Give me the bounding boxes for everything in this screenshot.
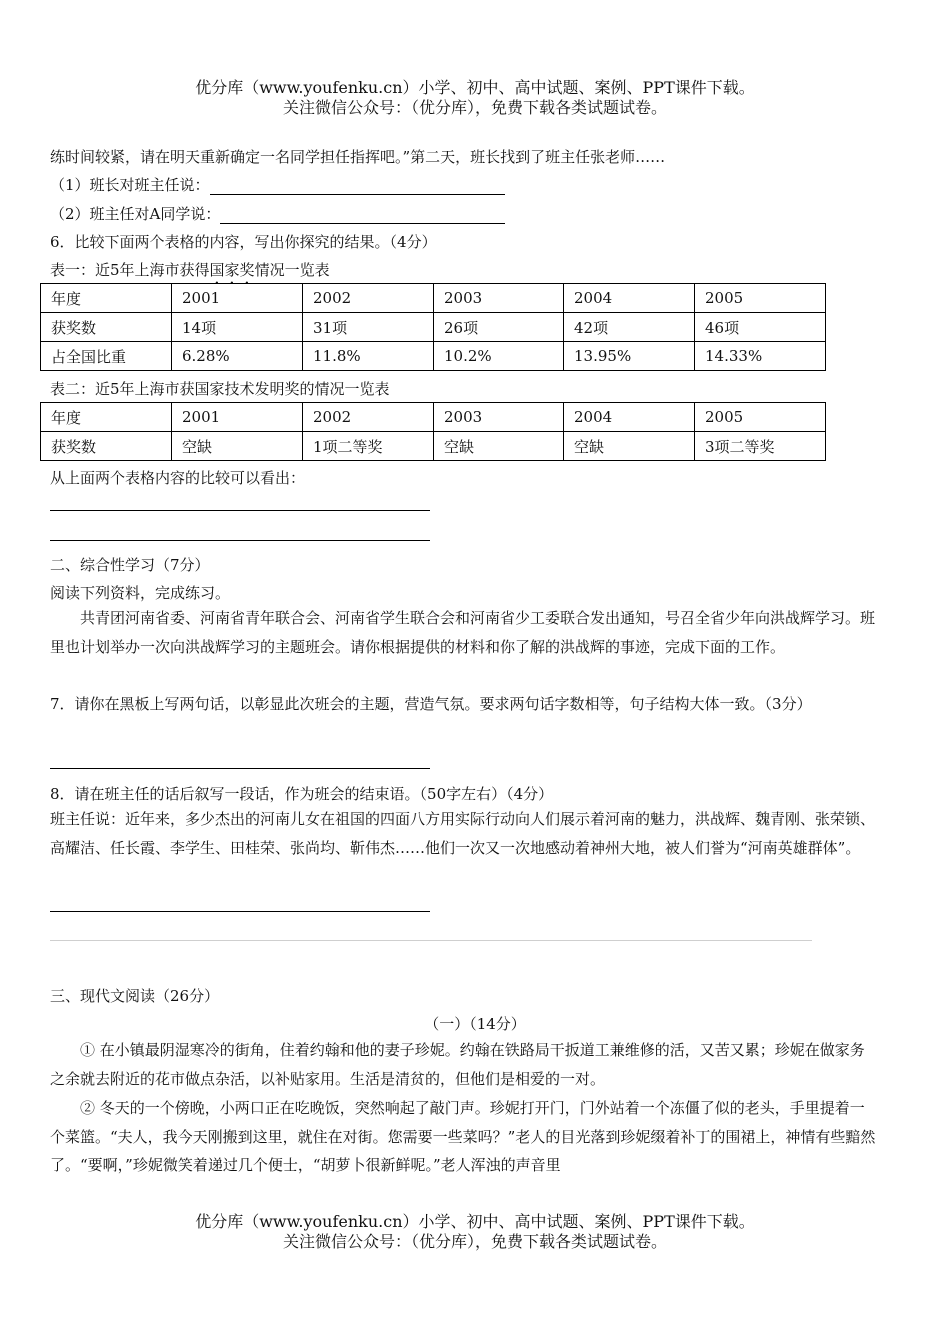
table-row — [41, 284, 826, 313]
table1-title-emphasis: 国家奖 — [209, 261, 255, 279]
table-cell: 2002 — [303, 403, 434, 432]
table-cell: 2003 — [434, 403, 564, 432]
table-cell: 空缺 — [434, 432, 564, 461]
page-footer-line-2: 关注微信公众号：（优分库），免费下载各类试题试卷。 — [282, 1232, 667, 1251]
q5-sub2-label: （2）班主任对A同学说： — [50, 205, 221, 223]
table-cell: 2002 — [303, 284, 434, 313]
reading-paragraph-2: ② 冬天的一个傍晚，小两口正在吃晚饭，突然响起了敲门声。珍妮打开门，门外站着一个冻僵了似的老头，手里提着一个菜篮。“夫人，我今天刚搬到这里，就住在对街。您需要一些菜吗？”老人的目光落到珍妮缀着补丁的围裙上，神情有些黯然了。“要啊，”珍妮微笑着递过几个便士，“胡萝卜很新鲜呢。”老人浑浊的声音里 — [50, 1099, 876, 1174]
table-cell: 获奖数 — [41, 313, 172, 342]
table-cell: 11.8% — [303, 342, 434, 371]
section2-material: 共青团河南省委、河南省青年联合会、河南省学生联合会和河南省少工委联合发出通知，号召全省少年向洪战辉学习。班里也计划举办一次向洪战辉学习的主题班会。请你根据提供的材料和你了解的洪战辉的事迹，完成下面的工作。 — [50, 609, 876, 656]
table-cell: 年度 — [41, 403, 172, 432]
section2-instruction: 阅读下列资料，完成练习。 — [50, 584, 231, 602]
q5-sub2 — [50, 203, 878, 224]
table-cell: 获奖数 — [41, 432, 172, 461]
table-invention-awards — [40, 402, 826, 461]
table-cell: 2004 — [564, 403, 695, 432]
table-cell: 3项二等奖 — [695, 432, 826, 461]
reading-paragraph-1: ① 在小镇最阴湿寒冷的街角，住着约翰和他的妻子珍妮。约翰在铁路局干扳道工兼维修的活，又苦又累；珍妮在做家务之余就去附近的花市做点杂活，以补贴家用。生活是清贫的，但他们是相爱的一对。 — [50, 1041, 865, 1088]
q5-sub1 — [50, 174, 878, 195]
table-cell: 14项 — [172, 313, 303, 342]
table-cell: 14.33% — [695, 342, 826, 371]
table-cell: 2005 — [695, 284, 826, 313]
teacher-speech: 班主任说：近年来，多少杰出的河南儿女在祖国的四面八方用实际行动向人们展示着河南的魅力，洪战辉、魏青刚、张荣锁、高耀洁、任长霞、李学生、田桂荣、张尚均、靳伟杰……他们一次又一次地感动着神州大地，被人们誉为“河南英雄群体”。 — [50, 810, 876, 857]
table-cell: 26项 — [434, 313, 564, 342]
table-cell: 年度 — [41, 284, 172, 313]
answer-line[interactable] — [50, 911, 430, 912]
table-cell: 2001 — [172, 284, 303, 313]
table-cell: 2004 — [564, 284, 695, 313]
table-row — [41, 342, 826, 371]
answer-blank[interactable] — [220, 207, 505, 224]
table-cell: 10.2% — [434, 342, 564, 371]
answer-line[interactable] — [50, 768, 430, 769]
table-row — [41, 313, 826, 342]
table-cell: 2005 — [695, 403, 826, 432]
table-cell: 46项 — [695, 313, 826, 342]
reading-part-title: （一）（14分） — [424, 1015, 526, 1033]
answer-line[interactable] — [50, 540, 430, 541]
section2-title: 二、综合性学习（7分） — [50, 556, 210, 574]
table1-title-pre: 表一：近5年上海市获得 — [50, 261, 210, 279]
table-cell: 占全国比重 — [41, 342, 172, 371]
table-cell: 2003 — [434, 284, 564, 313]
table-cell: 42项 — [564, 313, 695, 342]
section3-title: 三、现代文阅读（26分） — [50, 987, 220, 1005]
table-cell: 6.28% — [172, 342, 303, 371]
page-header-line-2: 关注微信公众号：（优分库），免费下载各类试题试卷。 — [282, 98, 667, 117]
divider — [50, 940, 812, 941]
q5-sub1-label: （1）班长对班主任说： — [50, 176, 210, 194]
table-row — [41, 432, 826, 461]
answer-blank[interactable] — [210, 178, 505, 195]
table1-title-post: 情况一览表 — [254, 261, 330, 279]
table-row — [41, 403, 826, 432]
table-cell: 空缺 — [172, 432, 303, 461]
q5-continuation: 练时间较紧，请在明天重新确定一名同学担任指挥吧。”第二天，班长找到了班主任张老师…… — [50, 148, 666, 166]
table-cell: 31项 — [303, 313, 434, 342]
q7-prompt: 7．请你在黑板上写两句话，以彰显此次班会的主题，营造气氛。要求两句话字数相等，句子结构大体一致。（3分） — [50, 695, 812, 713]
table-cell: 2001 — [172, 403, 303, 432]
table2-title: 表二：近5年上海市获国家技术发明奖的情况一览表 — [50, 380, 390, 398]
answer-line[interactable] — [50, 510, 430, 511]
page-header-line-1: 优分库（www.youfenku.cn）小学、初中、高中试题、案例、PPT课件下载。 — [195, 78, 755, 97]
q6-conclusion: 从上面两个表格内容的比较可以看出： — [50, 469, 306, 487]
table-cell: 1项二等奖 — [303, 432, 434, 461]
table-national-awards — [40, 283, 826, 371]
table-cell: 13.95% — [564, 342, 695, 371]
q6-prompt: 6．比较下面两个表格的内容，写出你探究的结果。（4分） — [50, 233, 437, 251]
q8-prompt: 8．请在班主任的话后叙写一段话，作为班会的结束语。（50字左右）（4分） — [50, 785, 554, 803]
page-footer-line-1: 优分库（www.youfenku.cn）小学、初中、高中试题、案例、PPT课件下载。 — [195, 1212, 755, 1231]
table-cell: 空缺 — [564, 432, 695, 461]
